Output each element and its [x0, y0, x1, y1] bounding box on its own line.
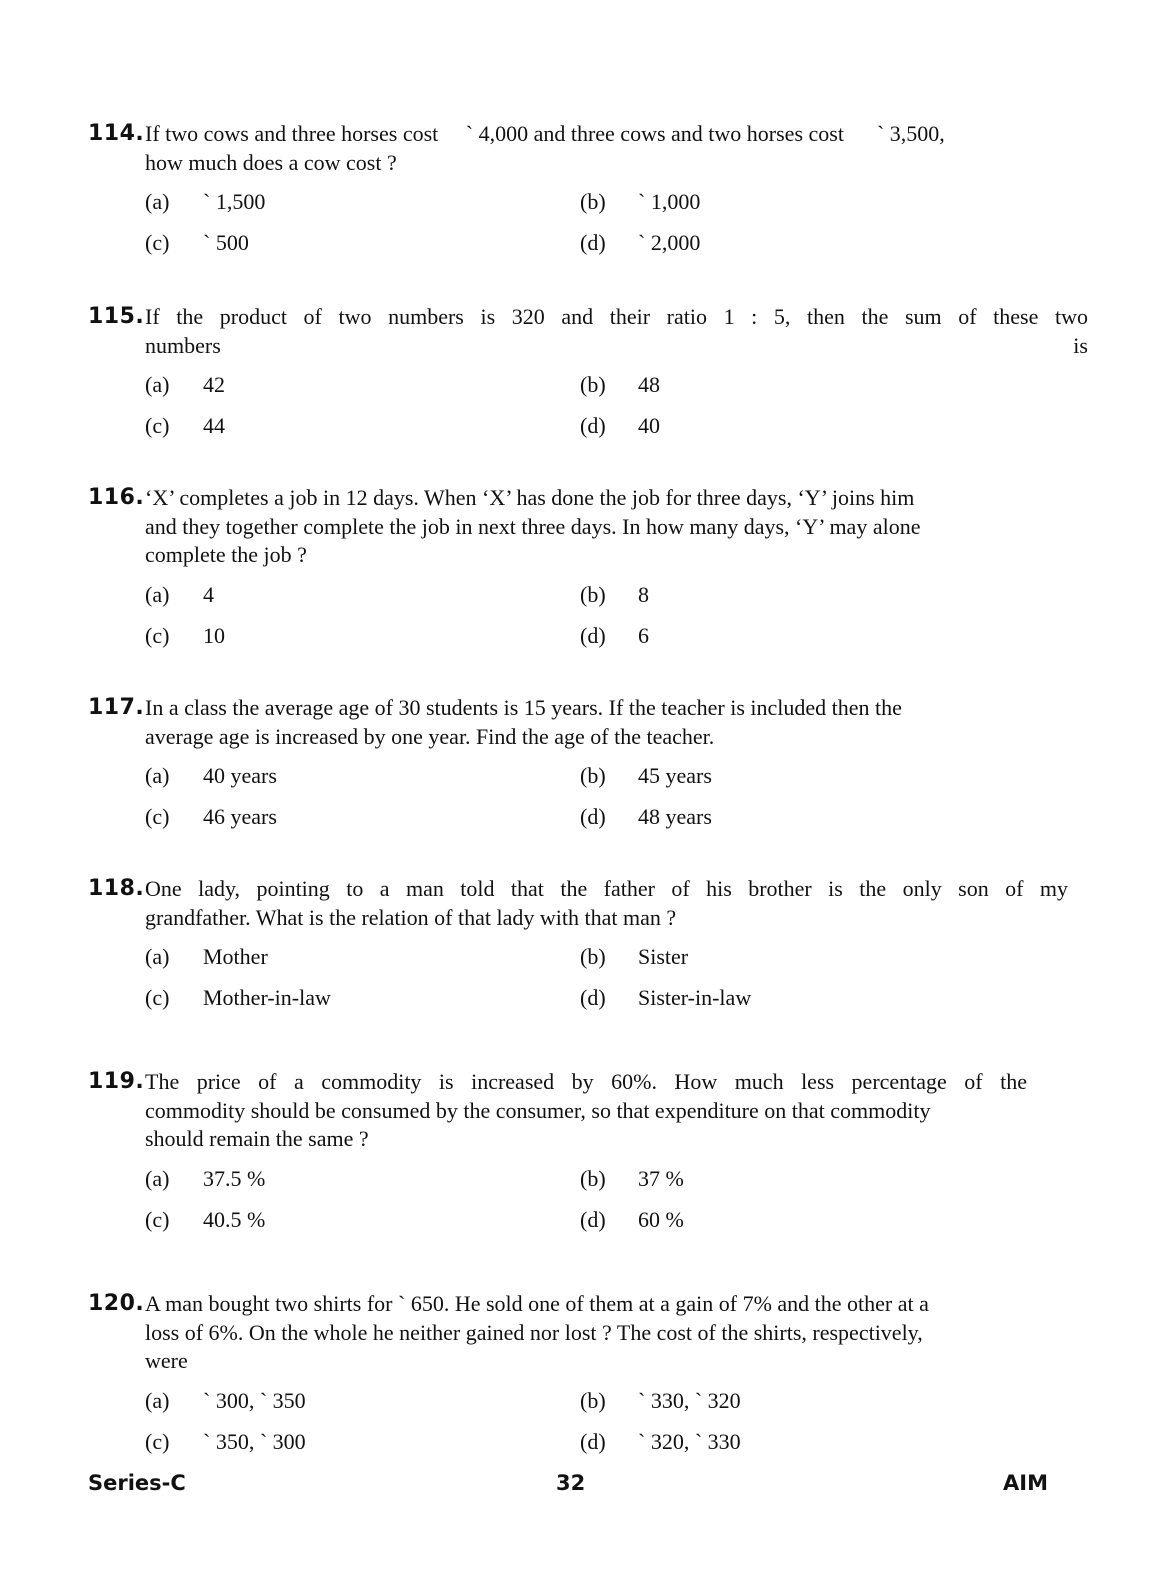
options	[145, 372, 1088, 454]
question-text: If the product of two numbers is 320 and their ratio 1 : 5, then the sum of these two numbers is	[145, 304, 1088, 358]
option-a[interactable]: (a) ` 1,500	[145, 189, 266, 214]
option-b[interactable]: (b) 8	[580, 581, 649, 607]
option-d[interactable]: (d) ` 2,000	[580, 230, 701, 255]
question-117	[88, 694, 1088, 845]
question-116	[88, 484, 1088, 664]
question-text: If two cows and three horses cost ` 4,000 and three cows and two horses cost ` 3,500, how much does a cow cost ?	[145, 121, 945, 175]
option-b[interactable]: (b) ` 330, ` 320	[580, 1387, 741, 1413]
option-d[interactable]: (d) Sister-in-law	[580, 985, 752, 1010]
exam-code: AIM	[1003, 1471, 1048, 1495]
option-a[interactable]: (a) 4	[145, 581, 214, 607]
option-b[interactable]: (b) 37 %	[580, 1165, 684, 1191]
option-d[interactable]: (d) ` 320, ` 330	[580, 1428, 741, 1454]
question-number: 119.	[88, 1069, 145, 1094]
question-number: 117.	[88, 695, 145, 720]
options	[145, 189, 1088, 271]
option-d[interactable]: (d) 60 %	[580, 1206, 684, 1232]
question-115	[88, 303, 1088, 454]
option-a[interactable]: (a) ` 300, ` 350	[145, 1387, 306, 1413]
question-number: 115.	[88, 304, 145, 329]
page-number: 32	[556, 1471, 586, 1495]
option-b[interactable]: (b) ` 1,000	[580, 189, 701, 214]
question-number: 120.	[88, 1291, 145, 1316]
question-text: In a class the average age of 30 students is 15 years. If the teacher is included then the average age is increased by one year. Find the age of the teacher.	[145, 695, 902, 749]
options	[145, 1388, 1088, 1470]
question-text: A man bought two shirts for ` 650. He sold one of them at a gain of 7% and the other at a loss of 6%. On the whole he neither gained nor lost ? The cost of the shirts, respectively, were	[145, 1291, 929, 1373]
option-c[interactable]: (c) 44	[145, 413, 225, 438]
options	[145, 763, 1088, 845]
question-number: 116.	[88, 485, 145, 510]
question-119	[88, 1068, 1088, 1248]
option-c[interactable]: (c) ` 350, ` 300	[145, 1428, 306, 1454]
question-text: The price of a commodity is increased by 60%. How much less percentage of the commodity should be consumed by the consumer, so that expenditure on that commodity should remain the same ?	[145, 1069, 1027, 1151]
option-b[interactable]: (b) 48	[580, 372, 660, 397]
option-b[interactable]: (b) Sister	[580, 944, 689, 969]
question-number: 114.	[88, 121, 145, 146]
options	[145, 1166, 1088, 1248]
option-b[interactable]: (b) 45 years	[580, 763, 712, 788]
option-d[interactable]: (d) 48 years	[580, 804, 712, 829]
option-c[interactable]: (c) 46 years	[145, 804, 277, 829]
options	[145, 944, 1088, 1026]
option-a[interactable]: (a) 40 years	[145, 763, 277, 788]
question-text: One lady, pointing to a man told that the father of his brother is the only son of my grandfather. What is the relation of that lady with that man ?	[145, 876, 1068, 930]
option-c[interactable]: (c) 40.5 %	[145, 1206, 266, 1232]
question-118	[88, 875, 1088, 1026]
question-120	[88, 1290, 1088, 1470]
option-d[interactable]: (d) 6	[580, 622, 649, 648]
series-label: Series-C	[88, 1471, 186, 1495]
option-c[interactable]: (c) 10	[145, 622, 225, 648]
question-114	[88, 120, 1088, 271]
option-d[interactable]: (d) 40	[580, 413, 660, 438]
question-number: 118.	[88, 876, 145, 901]
option-a[interactable]: (a) 37.5 %	[145, 1165, 266, 1191]
option-a[interactable]: (a) Mother	[145, 944, 268, 969]
page-footer	[88, 1471, 1048, 1501]
options	[145, 582, 1088, 664]
option-a[interactable]: (a) 42	[145, 372, 225, 397]
option-c[interactable]: (c) Mother-in-law	[145, 985, 331, 1010]
option-c[interactable]: (c) ` 500	[145, 230, 249, 255]
question-text: ‘X’ completes a job in 12 days. When ‘X’ has done the job for three days, ‘Y’ joins him and they together complete the job in next three days. In how many days, ‘Y’ may alone complete the job ?	[145, 485, 921, 567]
